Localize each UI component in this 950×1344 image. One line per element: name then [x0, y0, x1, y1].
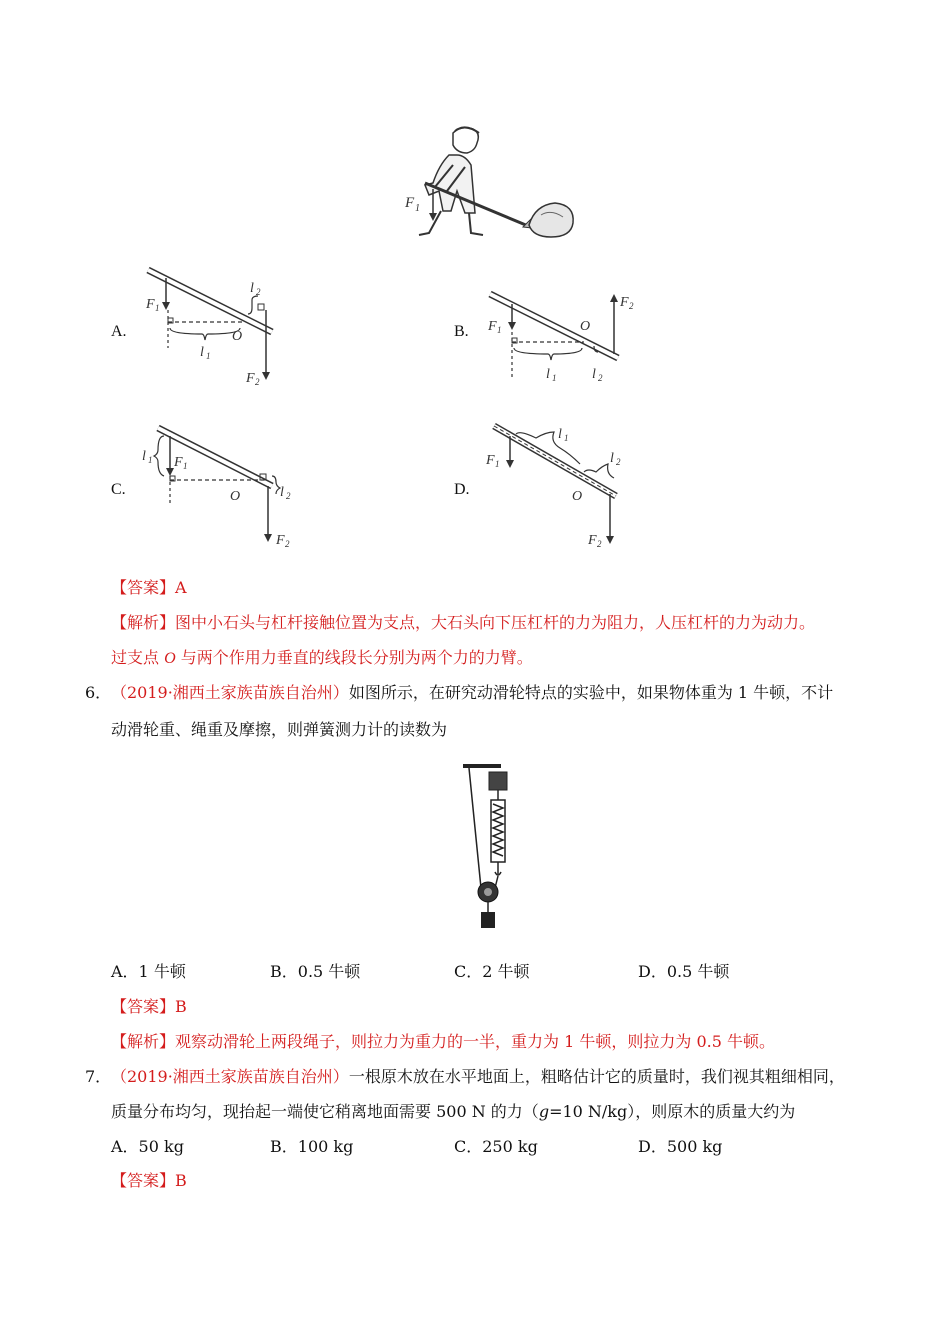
q7-answer	[111, 1171, 187, 1191]
q7-stem-text2a: 质量分布均匀，现抬起一端使它稍离地面需要 500 N 的力（	[111, 1102, 539, 1121]
b-l1-sub: 1	[552, 373, 557, 383]
q6-option-a[interactable]: A．1 牛顿	[111, 962, 186, 981]
d-l1-sub: 1	[564, 433, 569, 443]
q7-number: 7．	[85, 1067, 112, 1086]
d-l1-label: l	[558, 427, 562, 442]
c-f1-sub: 1	[183, 461, 188, 471]
q5-answer-value: A	[175, 578, 187, 597]
q5-option-a-label[interactable]: A.	[111, 323, 127, 340]
c-l2-sub: 2	[286, 491, 291, 501]
crowbar-worker-figure	[395, 125, 585, 245]
q5-analysis-line1	[111, 613, 815, 633]
q6-analysis-tag: 【解析】	[111, 1032, 176, 1051]
q7-stem-line1	[111, 1067, 845, 1087]
c-f1-label: F	[174, 455, 183, 470]
q5-analysis-o: O	[164, 650, 176, 667]
q7-stem-line2	[111, 1102, 795, 1122]
c-l1-sub: 1	[148, 455, 153, 465]
q5-option-b-diagram[interactable]	[480, 284, 645, 384]
c-l2-label: l	[280, 485, 284, 500]
q5-option-a-diagram[interactable]	[140, 262, 290, 390]
q6-analysis-text: 观察动滑轮上两段绳子，则拉力为重力的一半，重力为 1 牛顿，则拉力为 0.5 牛顿。	[175, 1032, 775, 1051]
a-f1-label: F	[146, 297, 155, 312]
f1-label: F	[405, 195, 415, 211]
b-f1-label: F	[488, 319, 497, 334]
c-o-label: O	[230, 489, 241, 504]
a-l1-label: l	[200, 345, 204, 360]
b-l2-label: l	[592, 367, 596, 382]
q5-analysis-text2b: 与两个作用力垂直的线段长分别为两个力的力臂。	[175, 648, 533, 667]
d-f2-label: F	[588, 533, 597, 548]
q7-answer-tag: 【答案】	[111, 1171, 176, 1190]
q6-source: （2019·湘西土家族苗族自治州）	[111, 683, 349, 702]
q7-stem-text1: 一根原木放在水平地面上，粗略估计它的质量时，我们视其粗细相同，	[348, 1067, 845, 1086]
c-f2-sub: 2	[285, 539, 290, 549]
q7-option-d[interactable]: D．500 kg	[638, 1137, 723, 1156]
d-f1-sub: 1	[495, 459, 500, 469]
b-f1-sub: 1	[497, 325, 502, 335]
q5-analysis-text2a: 过支点	[111, 648, 165, 667]
d-f2-sub: 2	[597, 539, 602, 549]
b-f2-sub: 2	[629, 301, 634, 311]
d-l2-label: l	[610, 451, 614, 466]
b-f2-label: F	[620, 295, 629, 310]
d-l2-sub: 2	[616, 457, 621, 467]
q7-option-b[interactable]: B．100 kg	[270, 1137, 354, 1156]
q6-answer-value: B	[175, 997, 187, 1016]
q5-option-d-diagram[interactable]	[480, 418, 640, 550]
q5-option-d-label[interactable]: D.	[454, 481, 470, 498]
c-f2-label: F	[276, 533, 285, 548]
q7-stem-text2b: =10 N/kg），则原木的质量大约为	[549, 1102, 796, 1121]
a-l2-sub: 2	[256, 287, 261, 297]
q5-option-b-label[interactable]: B.	[454, 323, 469, 340]
q6-option-d[interactable]: D．0.5 牛顿	[638, 962, 730, 981]
q5-answer-tag: 【答案】	[111, 578, 176, 597]
q5-answer	[111, 578, 187, 598]
d-f1-label: F	[486, 453, 495, 468]
pulley-figure	[455, 760, 525, 934]
q5-analysis-line2	[111, 648, 533, 669]
q5-option-c-label[interactable]: C.	[111, 481, 126, 498]
q7-source: （2019·湘西土家族苗族自治州）	[111, 1067, 349, 1086]
q6-option-c[interactable]: C．2 牛顿	[454, 962, 530, 981]
q6-answer-tag: 【答案】	[111, 997, 176, 1016]
q7-stem-g: g	[538, 1102, 550, 1121]
q7-option-c[interactable]: C．250 kg	[454, 1137, 538, 1156]
q5-analysis-tag: 【解析】	[111, 613, 176, 632]
b-l1-label: l	[546, 367, 550, 382]
a-f2-label: F	[246, 371, 255, 386]
q6-answer	[111, 997, 187, 1017]
c-l1-label: l	[142, 449, 146, 464]
q6-stem-line2: 动滑轮重、绳重及摩擦，则弹簧测力计的读数为	[111, 720, 448, 739]
a-l2-label: l	[250, 281, 254, 296]
a-f1-sub: 1	[155, 303, 160, 313]
q5-analysis-text1: 图中小石头与杠杆接触位置为支点，大石头向下压杠杆的力为阻力，人压杠杆的力为动力。	[175, 613, 816, 632]
b-o-label: O	[580, 319, 591, 334]
q7-option-a[interactable]: A．50 kg	[111, 1137, 184, 1156]
b-l2-sub: 2	[598, 373, 603, 383]
q6-option-b[interactable]: B．0.5 牛顿	[270, 962, 361, 981]
a-o-label: O	[232, 329, 243, 344]
q5-option-c-diagram[interactable]	[140, 420, 300, 550]
q6-analysis	[111, 1032, 775, 1052]
a-l1-sub: 1	[206, 351, 211, 361]
q6-stem-text1: 如图所示，在研究动滑轮特点的实验中，如果物体重为 1 牛顿，不计	[348, 683, 834, 702]
q7-answer-value: B	[175, 1171, 187, 1190]
q6-number: 6．	[85, 683, 112, 702]
d-o-label: O	[572, 489, 583, 504]
f1-subscript: 1	[415, 203, 420, 214]
a-f2-sub: 2	[255, 377, 260, 387]
q6-stem-line1	[111, 683, 833, 703]
